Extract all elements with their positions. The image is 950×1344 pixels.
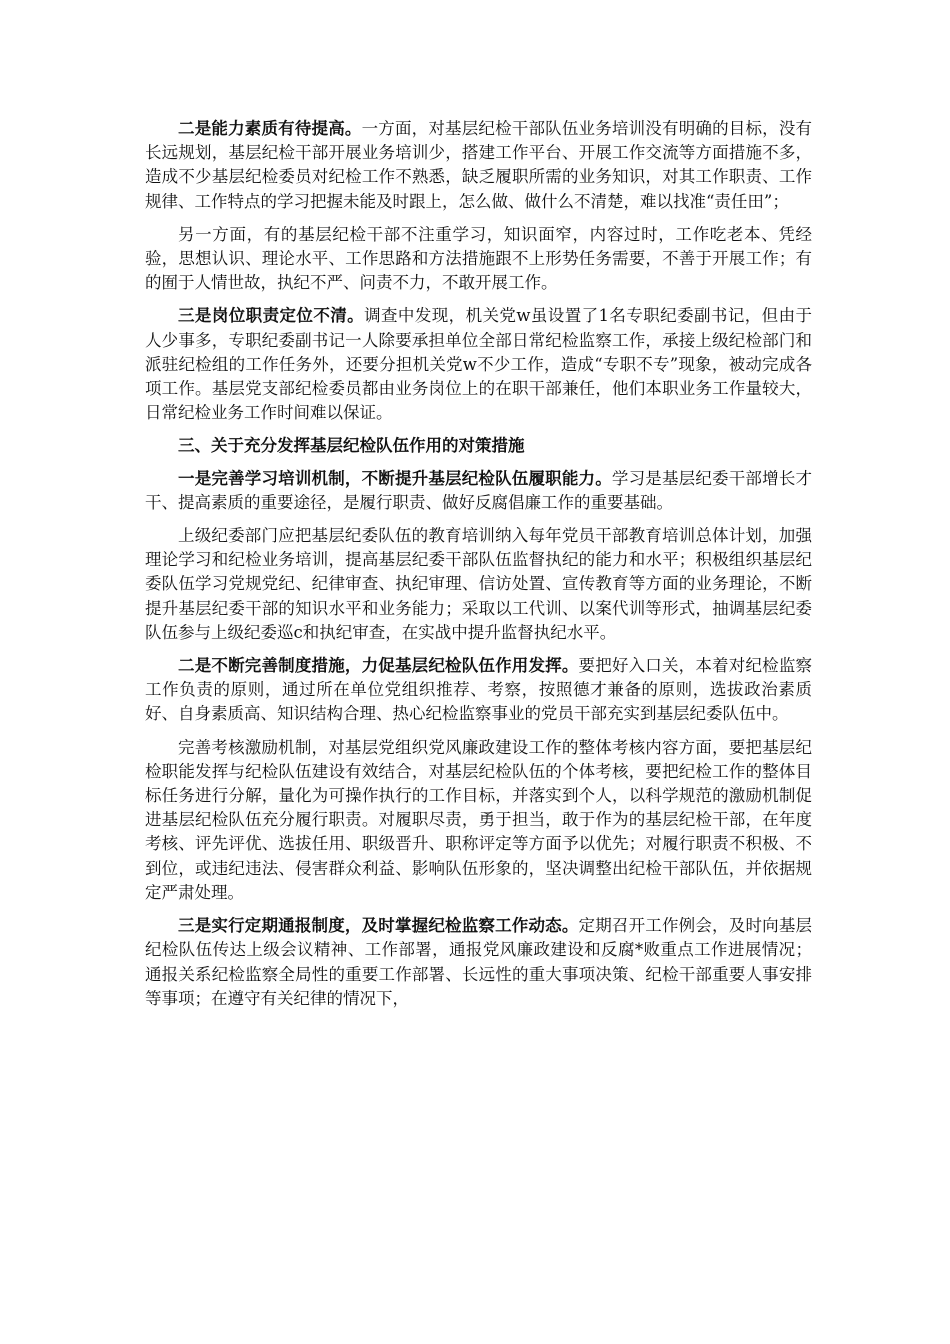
paragraph-lead: 二是不断完善制度措施，力促基层纪检队伍作用发挥。 xyxy=(178,656,579,676)
paragraph-lead: 二是能力素质有待提高。 xyxy=(178,119,362,138)
paragraph-text: 上级纪委部门应把基层纪委队伍的教育培训纳入每年党员干部教育培训总体计划，加强理论学习和纪检业务培训，提高基层纪委干部队伍监督执纪的能力和水平；积极组织基层纪委队伍学习党规党纪、纪律审查、执纪审理、信访处置、宣传教育等方面的业务理论，不断提升基层纪委干部的知识水平和业务能力；采取以工代训、以案代训等形式，抽调基层纪委队伍参与上级纪委巡c和执纪审查，在实战中提升监督执纪水平。 xyxy=(145,526,812,642)
paragraph-text: 定期召开工作例会，及时向基层纪检队伍传达上级会议精神、工作部署，通报党风廉政建设和反腐*败重点工作进展情况；通报关系纪检监察全局性的重要工作部署、长远性的重大事项决策、纪检干部重要人事安排等事项；在遵守有关纪律的情况下， xyxy=(145,916,813,1008)
paragraph-text: 另一方面，有的基层纪检干部不注重学习，知识面窄，内容过时，工作吃老本、凭经验，思想认识、理论水平、工作思路和方法措施跟不上形势任务需要，不善于开展工作；有的囿于人情世故，执纪不严、问责不力，不敢开展工作。 xyxy=(145,224,812,293)
paragraph-lead: 三是岗位职责定位不清。 xyxy=(178,306,365,326)
paragraph-text: 学习是基层纪委干部增长才干、提高素质的重要途径，是履行职责、做好反腐倡廉工作的重要基础。 xyxy=(145,468,813,512)
paragraph-system xyxy=(145,654,812,727)
paragraph-ability-other xyxy=(145,223,812,296)
paragraph-lead: 一是完善学习培训机制，不断提升基层纪检队伍履职能力。 xyxy=(178,468,612,488)
paragraph-ability xyxy=(145,117,812,214)
paragraph-text: 完善考核激励机制，对基层党组织党风廉政建设工作的整体考核内容方面，要把基层纪检职能发挥与纪检队伍建设有效结合，对基层纪检队伍的个体考核，要把纪检工作的整体目标任务进行分解，量化为可操作执行的工作目标，并落实到个人，以科学规范的激励机制促进基层纪检队伍充分履行职责。对履职尽责，勇于担当，敢于作为的基层纪检干部，在年度考核、评先评优、选拔任用、职级晋升、职称评定等方面予以优先；对履行职责不积极、不到位，或违纪违法、侵害群众利益、影响队伍形象的，坚决调整出纪检干部队伍，并依据规定严肃处理。 xyxy=(145,737,812,902)
paragraph-duty xyxy=(145,304,812,425)
section-heading: 三、关于充分发挥基层纪检队伍作用的对策措施 xyxy=(178,436,525,456)
paragraph-training xyxy=(145,467,812,515)
paragraph-text: 一方面，对基层纪检干部队伍业务培训没有明确的目标，没有长远规划，基层纪检干部开展业务培训少，搭建工作平台、开展工作交流等方面措施不多，造成不少基层纪检委员对纪检工作不熟悉，缺乏履职所需的业务知识，对其工作职责、工作规律、工作特点的学习把握未能及时跟上，怎么做、做什么不清楚，难以找准“责任田”； xyxy=(145,119,813,211)
paragraph-briefing xyxy=(145,914,812,1011)
paragraph-assessment xyxy=(145,736,812,905)
paragraph-training-detail xyxy=(145,524,812,645)
paragraph-text: 调查中发现，机关党w虽设置了1名专职纪委副书记，但由于人少事多，专职纪委副书记一人除要承担单位全部日常纪检监察工作，承接上级纪检部门和派驻纪检组的工作任务外，还要分担机关党w不少工作，造成“专职不专”现象，被动完成各项工作。基层党支部纪检委员都由业务岗位上的在职干部兼任，他们本职业务工作量较大，日常纪检业务工作时间难以保证。 xyxy=(145,306,813,423)
paragraph-lead: 三是实行定期通报制度，及时掌握纪检监察工作动态。 xyxy=(178,916,579,936)
paragraph-text: 要把好入口关，本着对纪检监察工作负责的原则，通过所在单位党组织推荐、考察，按照德才兼备的原则，选拔政治素质好、自身素质高、知识结构合理、热心纪检监察事业的党员干部充实到基层纪委队伍中。 xyxy=(145,656,813,724)
